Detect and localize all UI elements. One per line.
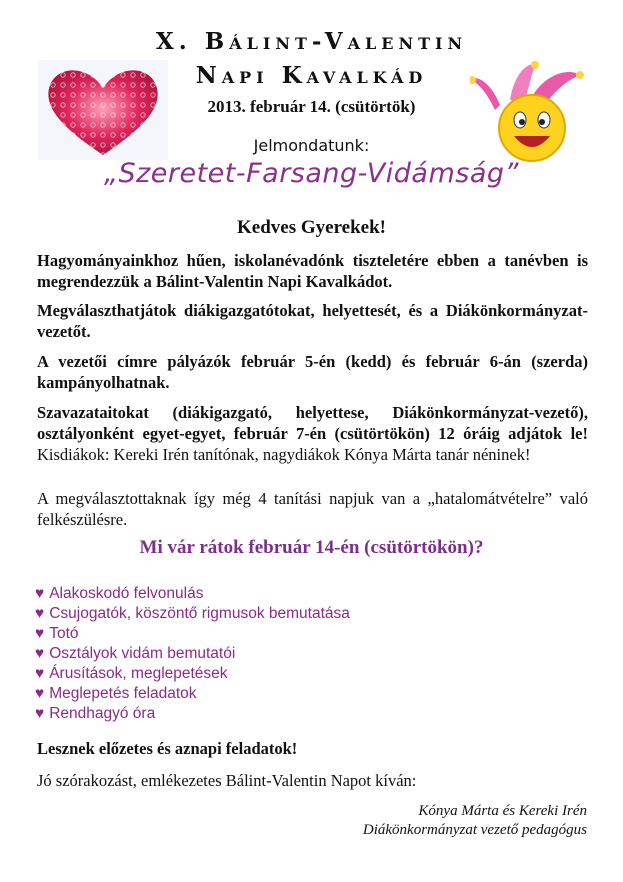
closing-text: Jó szórakozást, emlékezetes Bálint-Valentin Napot kíván: [37,771,417,790]
paragraph-4-bold: Szavazataitokat (diákigazgató, helyettese, Diákönkormányzat-vezető), osztályonként egyet-egyet, február 7-én (csütörtökön) 12 óráig adjátok le! [37,403,588,443]
title-line-2: Napi Kavalkád [195,62,428,89]
list-item-label: Rendhagyó óra [49,705,156,722]
motto-label: Jelmondatunk: [253,136,370,155]
list-item [35,624,350,644]
signature-role: Diákönkormányzat vezető pedagógus [362,822,587,838]
greeting: Kedves Gyerekek! [237,217,386,238]
list-item [35,704,350,724]
heart-bullet-icon: ♥ [35,685,45,702]
list-item [35,684,350,704]
paragraph-4 [37,402,588,465]
question-heading: Mi vár rátok február 14-én (csütörtökön)? [139,537,484,558]
heart-bullet-icon: ♥ [35,605,45,622]
paragraph-5: A megválasztottaknak így még 4 tanítási napjuk van a „hatalomátvételre” való felkészülésre. [37,489,588,529]
motto: „Szeretet-Farsang-Vidámság” [103,158,520,189]
list-item-label: Csujogatók, köszöntő rigmusok bemutatása [49,605,350,622]
paragraph-1: Hagyományainkhoz hűen, iskolanévadónk tiszteletére ebben a tanévben is megrendezzük a Bálint-Valentin Napi Kavalkádot. [37,251,588,291]
list-item [35,604,350,624]
paragraph-4-normal: Kisdiákok: Kereki Irén tanítónak, nagydiákok Kónya Márta tanár néninek! [37,445,531,464]
heart-bullet-icon: ♥ [35,585,45,602]
heart-bullet-icon: ♥ [35,645,45,662]
list-item-label: Totó [49,625,79,642]
tasks-note: Lesznek előzetes és aznapi feladatok! [37,739,298,758]
list-item-label: Meglepetés feladatok [49,685,197,702]
heart-bullet-icon: ♥ [35,625,45,642]
heart-bullet-icon: ♥ [35,665,45,682]
list-item [35,664,350,684]
program-list [35,584,350,724]
list-item [35,584,350,604]
list-item-label: Alakoskodó felvonulás [49,585,204,602]
heart-bullet-icon: ♥ [35,705,45,722]
paragraph-3: A vezetői címre pályázók február 5-én (kedd) és február 6-án (szerda) kampányolhatnak. [37,352,588,392]
signature-names: Kónya Márta és Kereki Irén [418,803,587,819]
list-item [35,644,350,664]
title-line-1: X. Bálint-Valentin [155,28,468,55]
list-item-label: Árusítások, meglepetések [49,665,228,682]
paragraph-2: Megválaszthatjátok diákigazgatótokat, helyettesét, és a Diákönkormányzat-vezetőt. [37,301,588,341]
event-date: 2013. február 14. (csütörtök) [207,97,416,116]
list-item-label: Osztályok vidám bemutatói [49,645,236,662]
